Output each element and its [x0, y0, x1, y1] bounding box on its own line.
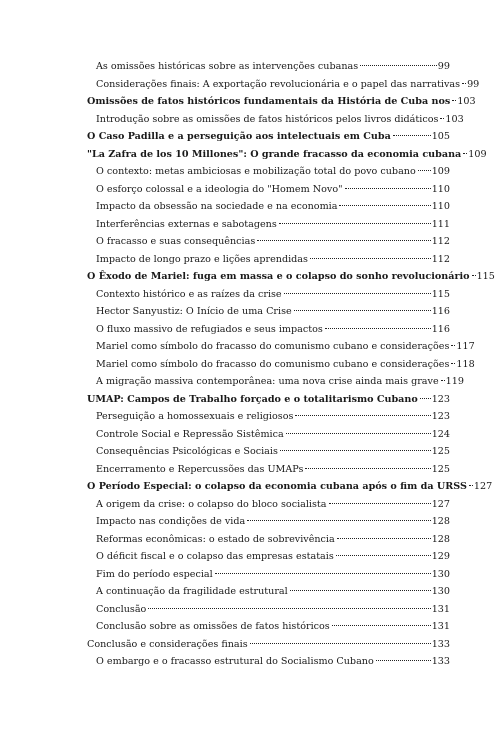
toc-chapter-entry[interactable]: [87, 268, 495, 286]
toc-entry-page-number: 111: [431, 218, 450, 230]
toc-entry-title: O embargo e o fracasso estrutural do Socialismo Cubano: [96, 656, 374, 667]
dot-leader: [284, 293, 431, 294]
toc-entry-title: A origem da crise: o colapso do bloco socialista: [96, 498, 327, 510]
dot-leader: [472, 275, 476, 276]
toc-entry-title: Omissões de fatos históricos fundamentais da História de Cuba nos: [87, 96, 451, 107]
dot-leader: [250, 643, 431, 644]
toc-entry-title: Mariel como símbolo do fracasso do comunismo cubano e considerações: [96, 358, 450, 370]
toc-section-entry[interactable]: [87, 408, 450, 426]
toc-entry-page-number: 99: [437, 61, 450, 72]
toc-section-entry[interactable]: [87, 443, 450, 461]
toc-entry-title: O déficit fiscal e o colapso das empresas estatais: [96, 551, 334, 562]
toc-entry-title: Consequências Psicológicas e Sociais: [96, 446, 278, 457]
toc-entry-title: O fluxo massivo de refugiados e seus impactos: [96, 323, 323, 335]
toc-entry-page-number: 123: [431, 411, 450, 422]
toc-entry-title: A continuação da fragilidade estrutural: [96, 586, 288, 597]
toc-chapter-entry[interactable]: [87, 391, 450, 409]
toc-entry-title: Conclusão e considerações finais: [87, 638, 248, 650]
toc-section-entry[interactable]: [87, 233, 450, 251]
toc-section-entry[interactable]: [87, 163, 450, 181]
toc-entry-title: O esforço colossal e a ideologia do "Homem Novo": [96, 183, 343, 195]
dot-leader: [420, 398, 431, 399]
dot-leader: [325, 328, 431, 329]
toc-entry-title: Fim do período especial: [96, 568, 213, 580]
toc-entry-title: UMAP: Campos de Trabalho forçado e o totalitarismo Cubano: [87, 393, 418, 405]
toc-chapter-entry[interactable]: [87, 146, 487, 164]
dot-leader: [280, 450, 431, 451]
toc-entry-page-number: 112: [431, 236, 450, 247]
dot-leader: [336, 555, 431, 556]
dot-leader: [360, 65, 437, 66]
toc-section-entry[interactable]: [87, 216, 450, 234]
toc-entry-page-number: 128: [431, 533, 450, 545]
dot-leader: [305, 468, 430, 469]
toc-entry-title: O Caso Padilla e a perseguição aos intelectuais em Cuba: [87, 131, 391, 142]
toc-chapter-entry[interactable]: [87, 128, 450, 146]
dot-leader: [393, 135, 431, 136]
toc-entry-page-number: 116: [431, 323, 450, 335]
dot-leader: [295, 415, 430, 416]
toc-entry-page-number: 130: [431, 568, 450, 580]
toc-entry-page-number: 103: [445, 113, 464, 125]
toc-section-entry[interactable]: [87, 181, 450, 199]
dot-leader: [376, 660, 431, 661]
toc-section-entry[interactable]: [87, 583, 450, 601]
toc-entry-page-number: 131: [431, 621, 450, 632]
dot-leader: [452, 100, 456, 101]
dot-leader: [463, 153, 467, 154]
toc-entry-title: Impacto de longo prazo e lições aprendidas: [96, 253, 308, 265]
dot-leader: [441, 380, 445, 381]
toc-section-entry[interactable]: [87, 76, 480, 94]
toc-entry-page-number: 116: [431, 306, 450, 317]
dot-leader: [286, 433, 431, 434]
toc-entry-title: "La Zafra de los 10 Millones": O grande fracasso da economia cubana: [87, 148, 462, 160]
toc-entry-page-number: 105: [431, 131, 450, 142]
toc-entry-page-number: 130: [431, 586, 450, 597]
toc-entry-title: Interferências externas e sabotagens: [96, 218, 277, 230]
toc-entry-page-number: 115: [431, 288, 450, 300]
toc-entry-title: Controle Social e Repressão Sistêmica: [96, 428, 284, 440]
toc-entry-page-number: 117: [456, 341, 475, 352]
dot-leader: [462, 83, 466, 84]
dot-leader: [451, 345, 455, 346]
toc-entry-page-number: 112: [431, 253, 450, 265]
toc-entry-title: O contexto: metas ambiciosas e mobilização total do povo cubano: [96, 166, 416, 177]
toc-section-entry[interactable]: [87, 601, 450, 619]
toc-section-entry[interactable]: [87, 373, 464, 391]
toc-entry-title: Contexto histórico e as raízes da crise: [96, 288, 282, 300]
dot-leader: [440, 118, 444, 119]
toc-entry-page-number: 110: [431, 183, 450, 195]
toc-entry-page-number: 118: [456, 358, 475, 370]
toc-entry-page-number: 131: [431, 603, 450, 615]
toc-section-entry[interactable]: [87, 548, 450, 566]
toc-section-entry[interactable]: [87, 356, 475, 374]
dot-leader: [339, 205, 430, 206]
toc-entry-page-number: 125: [431, 446, 450, 457]
toc-section-entry[interactable]: [87, 58, 450, 76]
toc-section-entry[interactable]: [87, 321, 450, 339]
toc-entry-title: O Período Especial: o colapso da economia cubana após o fim da URSS: [87, 481, 467, 492]
toc-section-entry[interactable]: [87, 303, 450, 321]
dot-leader: [310, 258, 431, 259]
toc-entry-title: Encerramento e Repercussões das UMAPs: [96, 463, 304, 475]
toc-entry-title: Mariel como símbolo do fracasso do comunismo cubano e considerações: [96, 341, 450, 352]
toc-entry-page-number: 115: [476, 271, 495, 282]
toc-entry-title: Conclusão: [96, 603, 147, 615]
dot-leader: [294, 310, 431, 311]
dot-leader: [257, 240, 430, 241]
toc-entry-page-number: 109: [431, 166, 450, 177]
toc-entry-page-number: 109: [468, 148, 487, 160]
toc-section-entry[interactable]: [87, 566, 450, 584]
dot-leader: [329, 503, 431, 504]
toc-entry-page-number: 99: [467, 78, 480, 90]
toc-entry-page-number: 129: [431, 551, 450, 562]
toc-entry-title: O Êxodo de Mariel: fuga em massa e o colapso do sonho revolucionário: [87, 271, 470, 282]
dot-leader: [247, 520, 430, 521]
toc-entry-title: As omissões históricas sobre as intervenções cubanas: [96, 61, 359, 72]
toc-entry-title: Introdução sobre as omissões de fatos históricos pelos livros didáticos: [96, 113, 439, 125]
dot-leader: [332, 625, 431, 626]
dot-leader: [290, 590, 431, 591]
toc-entry-title: Perseguição a homossexuais e religiosos: [96, 411, 294, 422]
toc-entry-page-number: 133: [431, 656, 450, 667]
toc-chapter-entry[interactable]: [87, 93, 476, 111]
toc-section-entry[interactable]: [87, 111, 464, 129]
toc-section-entry[interactable]: [87, 338, 475, 356]
toc-chapter-entry[interactable]: [87, 478, 493, 496]
dot-leader: [451, 363, 455, 364]
dot-leader: [148, 608, 430, 609]
dot-leader: [215, 573, 431, 574]
toc-section-entry[interactable]: [87, 513, 450, 531]
dot-leader: [418, 170, 431, 171]
dot-leader: [345, 188, 431, 189]
toc-entry-page-number: 119: [445, 376, 464, 387]
toc-section-entry[interactable]: [87, 286, 450, 304]
toc-entry-title: A migração massiva contemporânea: uma nova crise ainda mais grave: [96, 376, 439, 387]
toc-entry-title: Hector Sanyustiz: O Início de uma Crise: [96, 306, 292, 317]
toc-entry-title: O fracasso e suas consequências: [96, 236, 256, 247]
toc-entry-title: Considerações finais: A exportação revolucionária e o papel das narrativas: [96, 78, 461, 90]
dot-leader: [337, 538, 431, 539]
toc-section-entry[interactable]: [87, 618, 450, 636]
dot-leader: [279, 223, 431, 224]
toc-section-entry[interactable]: [87, 251, 450, 269]
toc-entry-page-number: 103: [457, 96, 476, 107]
table-of-contents: [87, 58, 495, 671]
toc-entry-title: Reformas econômicas: o estado de sobrevivência: [96, 533, 335, 545]
toc-entry-title: Impacto nas condições de vida: [96, 516, 246, 527]
toc-section-entry[interactable]: [87, 531, 450, 549]
toc-entry-title: Impacto da obsessão na sociedade e na economia: [96, 201, 338, 212]
toc-section-entry[interactable]: [87, 198, 450, 216]
toc-entry-page-number: 127: [431, 498, 450, 510]
toc-section-entry[interactable]: [87, 496, 450, 514]
toc-section-entry[interactable]: [87, 426, 450, 444]
toc-chapter-entry[interactable]: [87, 636, 450, 654]
toc-entry-page-number: 133: [431, 638, 450, 650]
toc-entry-page-number: 123: [431, 393, 450, 405]
toc-entry-page-number: 124: [431, 428, 450, 440]
toc-entry-page-number: 125: [431, 463, 450, 475]
toc-entry-page-number: 127: [473, 481, 493, 492]
dot-leader: [469, 485, 473, 486]
toc-entry-page-number: 128: [431, 516, 450, 527]
toc-section-entry[interactable]: [87, 653, 450, 671]
toc-entry-page-number: 110: [431, 201, 450, 212]
toc-entry-title: Conclusão sobre as omissões de fatos históricos: [96, 621, 330, 632]
toc-section-entry[interactable]: [87, 461, 450, 479]
